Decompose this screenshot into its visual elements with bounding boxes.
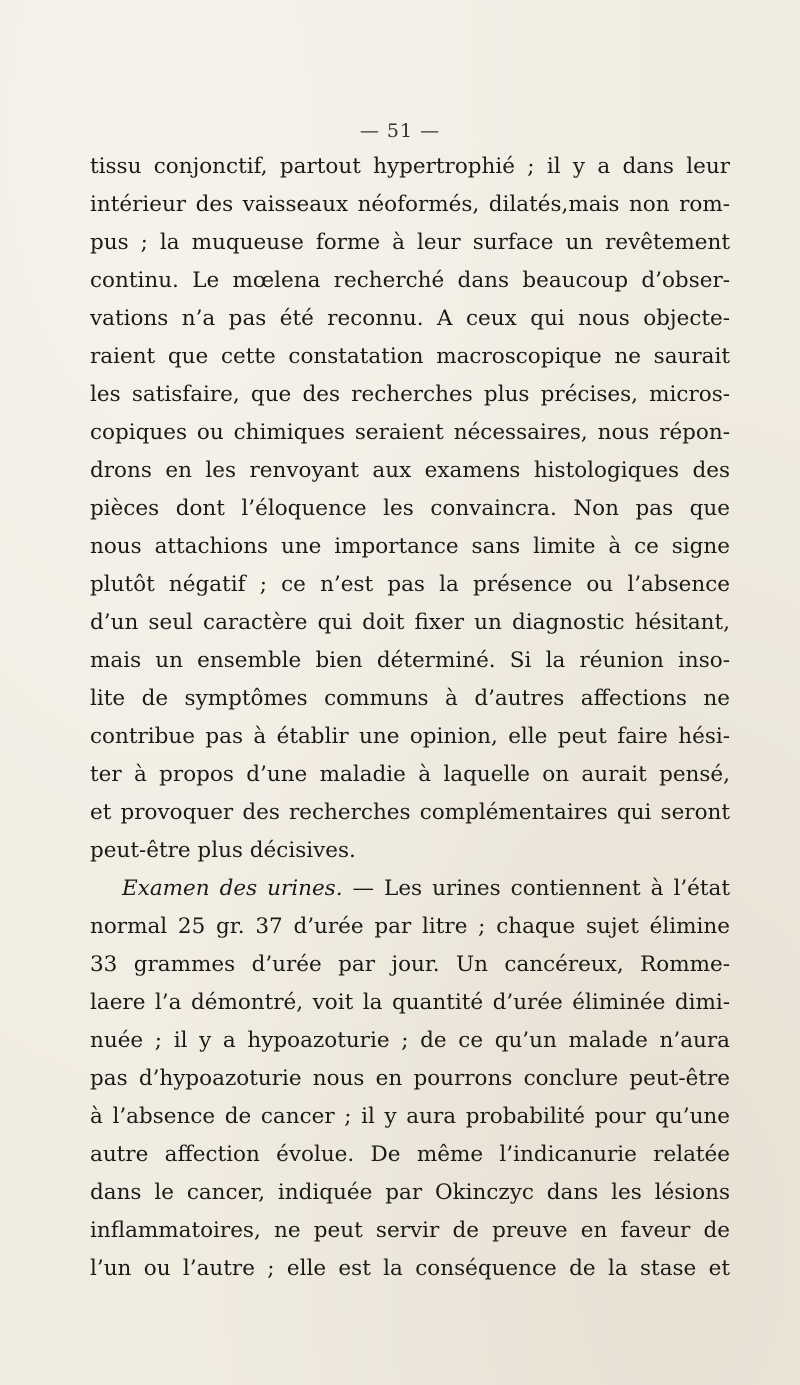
text-line: lite de symptômes communs à d’autres affections ne <box>90 686 730 711</box>
text-line: autre affection évolue. De même l’indicanurie relatée <box>90 1142 730 1167</box>
text-line: d’un seul caractère qui doit fixer un diagnostic hésitant, <box>90 610 730 635</box>
text-line: contribue pas à établir une opinion, elle peut faire hési- <box>90 724 730 749</box>
text-line: peut-être plus décisives. <box>90 838 356 863</box>
text-line: mais un ensemble bien déterminé. Si la réunion inso- <box>90 648 730 673</box>
text-line: vations n’a pas été reconnu. A ceux qui nous objecte- <box>90 306 730 331</box>
text-line: pas d’hypoazoturie nous en pourrons conclure peut-être <box>90 1066 730 1091</box>
text-line: dans le cancer, indiquée par Okinczyc dans les lésions <box>90 1180 730 1205</box>
text-line: 33 grammes d’urée par jour. Un cancéreux, Romme- <box>90 952 730 977</box>
text-line: nuée ; il y a hypoazoturie ; de ce qu’un malade n’aura <box>90 1028 730 1053</box>
text-line: inflammatoires, ne peut servir de preuve en faveur de <box>90 1218 730 1243</box>
text-line: à l’absence de cancer ; il y aura probabilité pour qu’une <box>90 1104 730 1129</box>
text-line: nous attachions une importance sans limite à ce signe <box>90 534 730 559</box>
text-line: plutôt négatif ; ce n’est pas la présence ou l’absence <box>90 572 730 597</box>
text-line: copiques ou chimiques seraient nécessaires, nous répon- <box>90 420 730 445</box>
text-line: drons en les renvoyant aux examens histologiques des <box>90 458 730 483</box>
page-number: — 51 — <box>359 120 441 142</box>
text-line: continu. Le mœlena recherché dans beaucoup d’obser- <box>90 268 730 293</box>
text-line: laere l’a démontré, voit la quantité d’urée éliminée dimi- <box>90 990 730 1015</box>
text-line: tissu conjonctif, partout hypertrophié ; il y a dans leur <box>90 154 730 179</box>
text-line: ter à propos d’une maladie à laquelle on aurait pensé, <box>90 762 730 787</box>
text-line: normal 25 gr. 37 d’urée par litre ; chaque sujet élimine <box>90 914 730 939</box>
text-line: pièces dont l’éloquence les convaincra. Non pas que <box>90 496 730 521</box>
body-text <box>90 148 730 1288</box>
text-line: raient que cette constatation macroscopique ne saurait <box>90 344 730 369</box>
text-line: pus ; la muqueuse forme à leur surface un revêtement <box>90 230 730 255</box>
text-line: les satisfaire, que des recherches plus précises, micros- <box>90 382 730 407</box>
section-first-line <box>90 870 730 908</box>
section-first-line-text: — Les urines contiennent à l’état <box>342 876 730 901</box>
section-heading: Examen des urines. <box>122 876 343 901</box>
text-line: intérieur des vaisseaux néoformés, dilatés,mais non rom- <box>90 192 730 217</box>
text-line: l’un ou l’autre ; elle est la conséquence de la stase et <box>90 1256 730 1281</box>
text-line: et provoquer des recherches complémentaires qui seront <box>90 800 730 825</box>
